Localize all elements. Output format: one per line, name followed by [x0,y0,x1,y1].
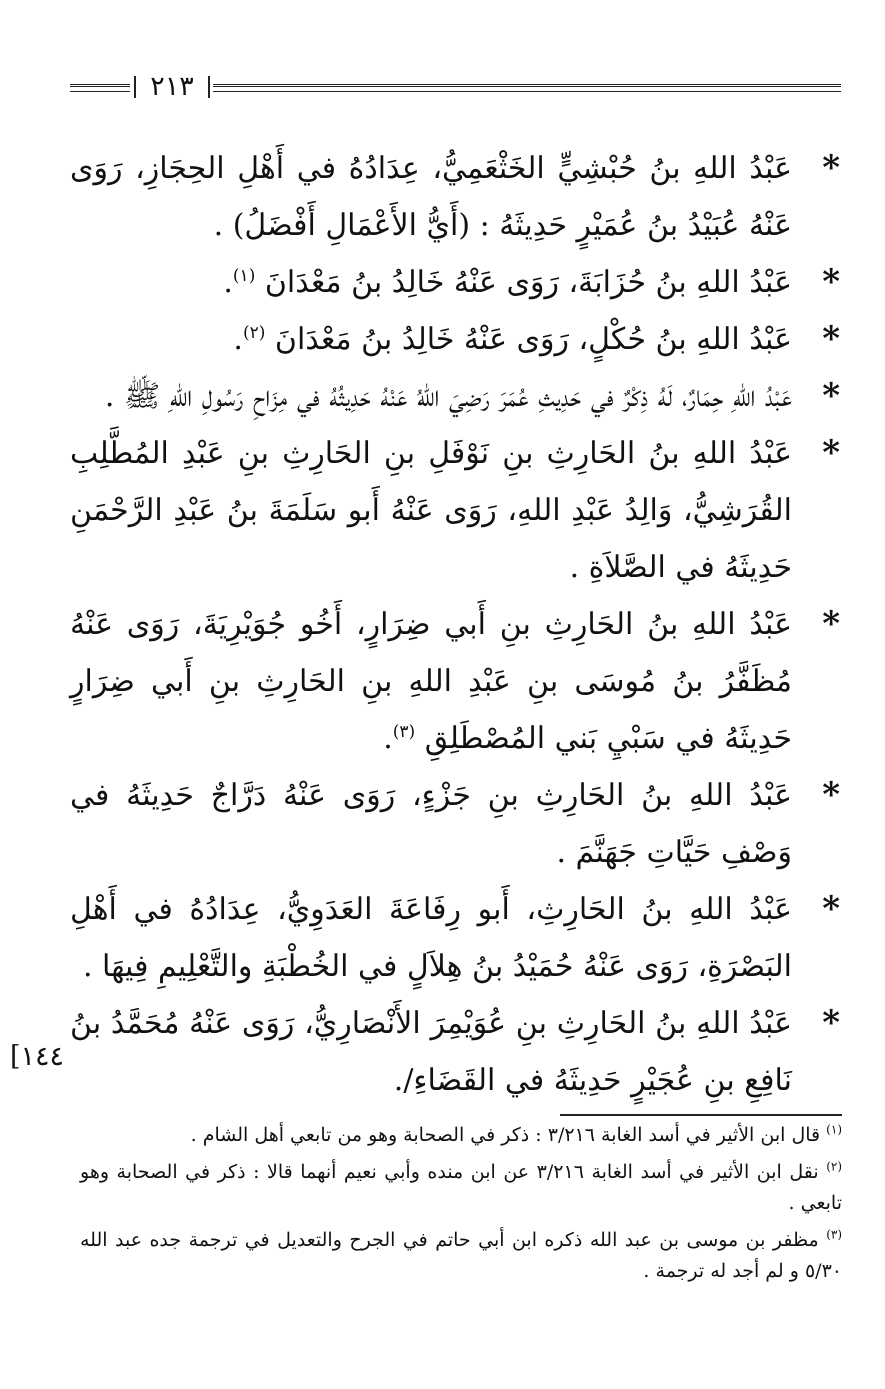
entry: * عَبْدُ اللهِ بنُ الحَارِثِ بنِ نَوْفَلِ بنِ الحَارِثِ بنِ عَبْدِ المُطَّلِبِ القُرَشِيُّ، وَالِدُ عَبْدِ اللهِ، رَوَى عَنْهُ أَبو سَلَمَةَ بنُ عَبْدِ الرَّحْمَنِ حَدِيثَهُ في الصَّلاَةِ . [70,425,840,596]
footnote-number: (٢) [826,1159,843,1174]
bullet-star-icon: * [822,262,840,302]
footnote-separator [560,1114,842,1116]
footnote: $^{(٣)}$ مظفر بن موسى بن عبد الله ذكره ابن أبي حاتم في الجرح والتعديل في ترجمة جده عبد الله ٥/٣٠ و لم أجد له ترجمة . [80,1227,843,1282]
footnote-number: (٣) [826,1227,843,1242]
entry: * عَبْدُ اللهِ بنُ حُكْلٍ، رَوَى عَنْهُ خَالِدُ بنُ مَعْدَانَ $^{(٢)}$. [70,311,840,368]
entry: * عَبْدُ اللهِ حِمَارٌ، لَهُ ذِكْرٌ في حَدِيثِ عُمَرَ رَضِيَ اللهُ عَنْهُ حَدِيثُهُ في مِزَاحِ رَسُولِ اللهِ ﷺ . [70,368,840,425]
bullet-star-icon: * [822,148,840,188]
footnote-marker: (٣) [392,722,416,742]
margin-page-reference: ١٤٤] [10,1041,65,1072]
bullet-star-icon: * [822,319,840,359]
page-header [70,70,842,110]
entry: * عَبْدُ اللهِ بنُ حُزَابَةَ، رَوَى عَنْهُ خَالِدُ بنُ مَعْدَانَ $^{(١)}$. [70,254,840,311]
header-bar-left [134,76,136,98]
page-number: ٢١٣ [150,71,194,102]
entries-list [70,140,840,1109]
entry: * عَبْدُ اللهِ بنُ الحَارِثِ، أَبو رِفَاعَةَ العَدَوِيُّ، عِدَادُهُ في أَهْلِ البَصْرَةِ، رَوَى عَنْهُ حُمَيْدُ بنُ هِلاَلٍ في الخُطْبَةِ والتَّعْلِيمِ فِيهَا . [70,881,840,995]
entry: * عَبْدُ اللهِ بنُ الحَارِثِ بنِ عُوَيْمِرَ الأَنْصَارِيُّ، رَوَى عَنْهُ مُحَمَّدُ بنُ نَافِعِ بنِ عُجَيْرٍ حَدِيثَهُ في القَضَاءِ/. [70,995,840,1109]
bullet-star-icon: * [822,889,840,929]
footnote-marker: (١) [232,266,256,286]
entry: * عَبْدُ اللهِ بنُ الحَارِثِ بنِ جَزْءٍ، رَوَى عَنْهُ دَرَّاجٌ حَدِيثَهُ في وَصْفِ حَيَّاتِ جَهَنَّمَ . [70,767,840,881]
footnote-number: (١) [826,1122,842,1137]
header-rule-right [213,84,841,92]
footnotes [80,1120,842,1293]
bullet-star-icon: * [822,604,840,644]
bullet-star-icon: * [822,376,840,416]
bullet-star-icon: * [822,433,840,473]
header-rule-left [70,84,130,92]
entry: * عَبْدُ اللهِ بنُ الحَارِثِ بنِ أَبي ضِرَارٍ، أَخُو جُوَيْرِيَةَ، رَوَى عَنْهُ مُظَفَّرُ بنُ مُوسَى بنِ عَبْدِ اللهِ بنِ الحَارِثِ بنِ أَبي ضِرَارٍ حَدِيثَهُ في سَبْيِ بَني المُصْطَلِقِ $^{(٣)}$. [70,596,840,767]
footnote: $^{(٢)}$ نقل ابن الأثير في أسد الغابة ٣/٢١٦ عن ابن منده وأبي نعيم أنهما قالا : ذكر في الصحابة وهو تابعي . [80,1159,843,1214]
bullet-star-icon: * [822,775,840,815]
bullet-star-icon: * [822,1003,840,1043]
footnote-marker: (٢) [242,323,266,343]
header-bar-right [208,76,210,98]
footnote: $^{(١)}$ قال ابن الأثير في أسد الغابة ٣/٢١٦ : ذكر في الصحابة وهو من تابعي أهل الشام . [190,1122,842,1146]
entry: * عَبْدُ اللهِ بنُ حُبْشِيٍّ الخَثْعَمِيُّ، عِدَادُهُ في أَهْلِ الحِجَازِ، رَوَى عَنْهُ عُبَيْدُ بنُ عُمَيْرٍ حَدِيثَهُ : (أَيُّ الأَعْمَالِ أَفْضَلُ) . [70,140,840,254]
